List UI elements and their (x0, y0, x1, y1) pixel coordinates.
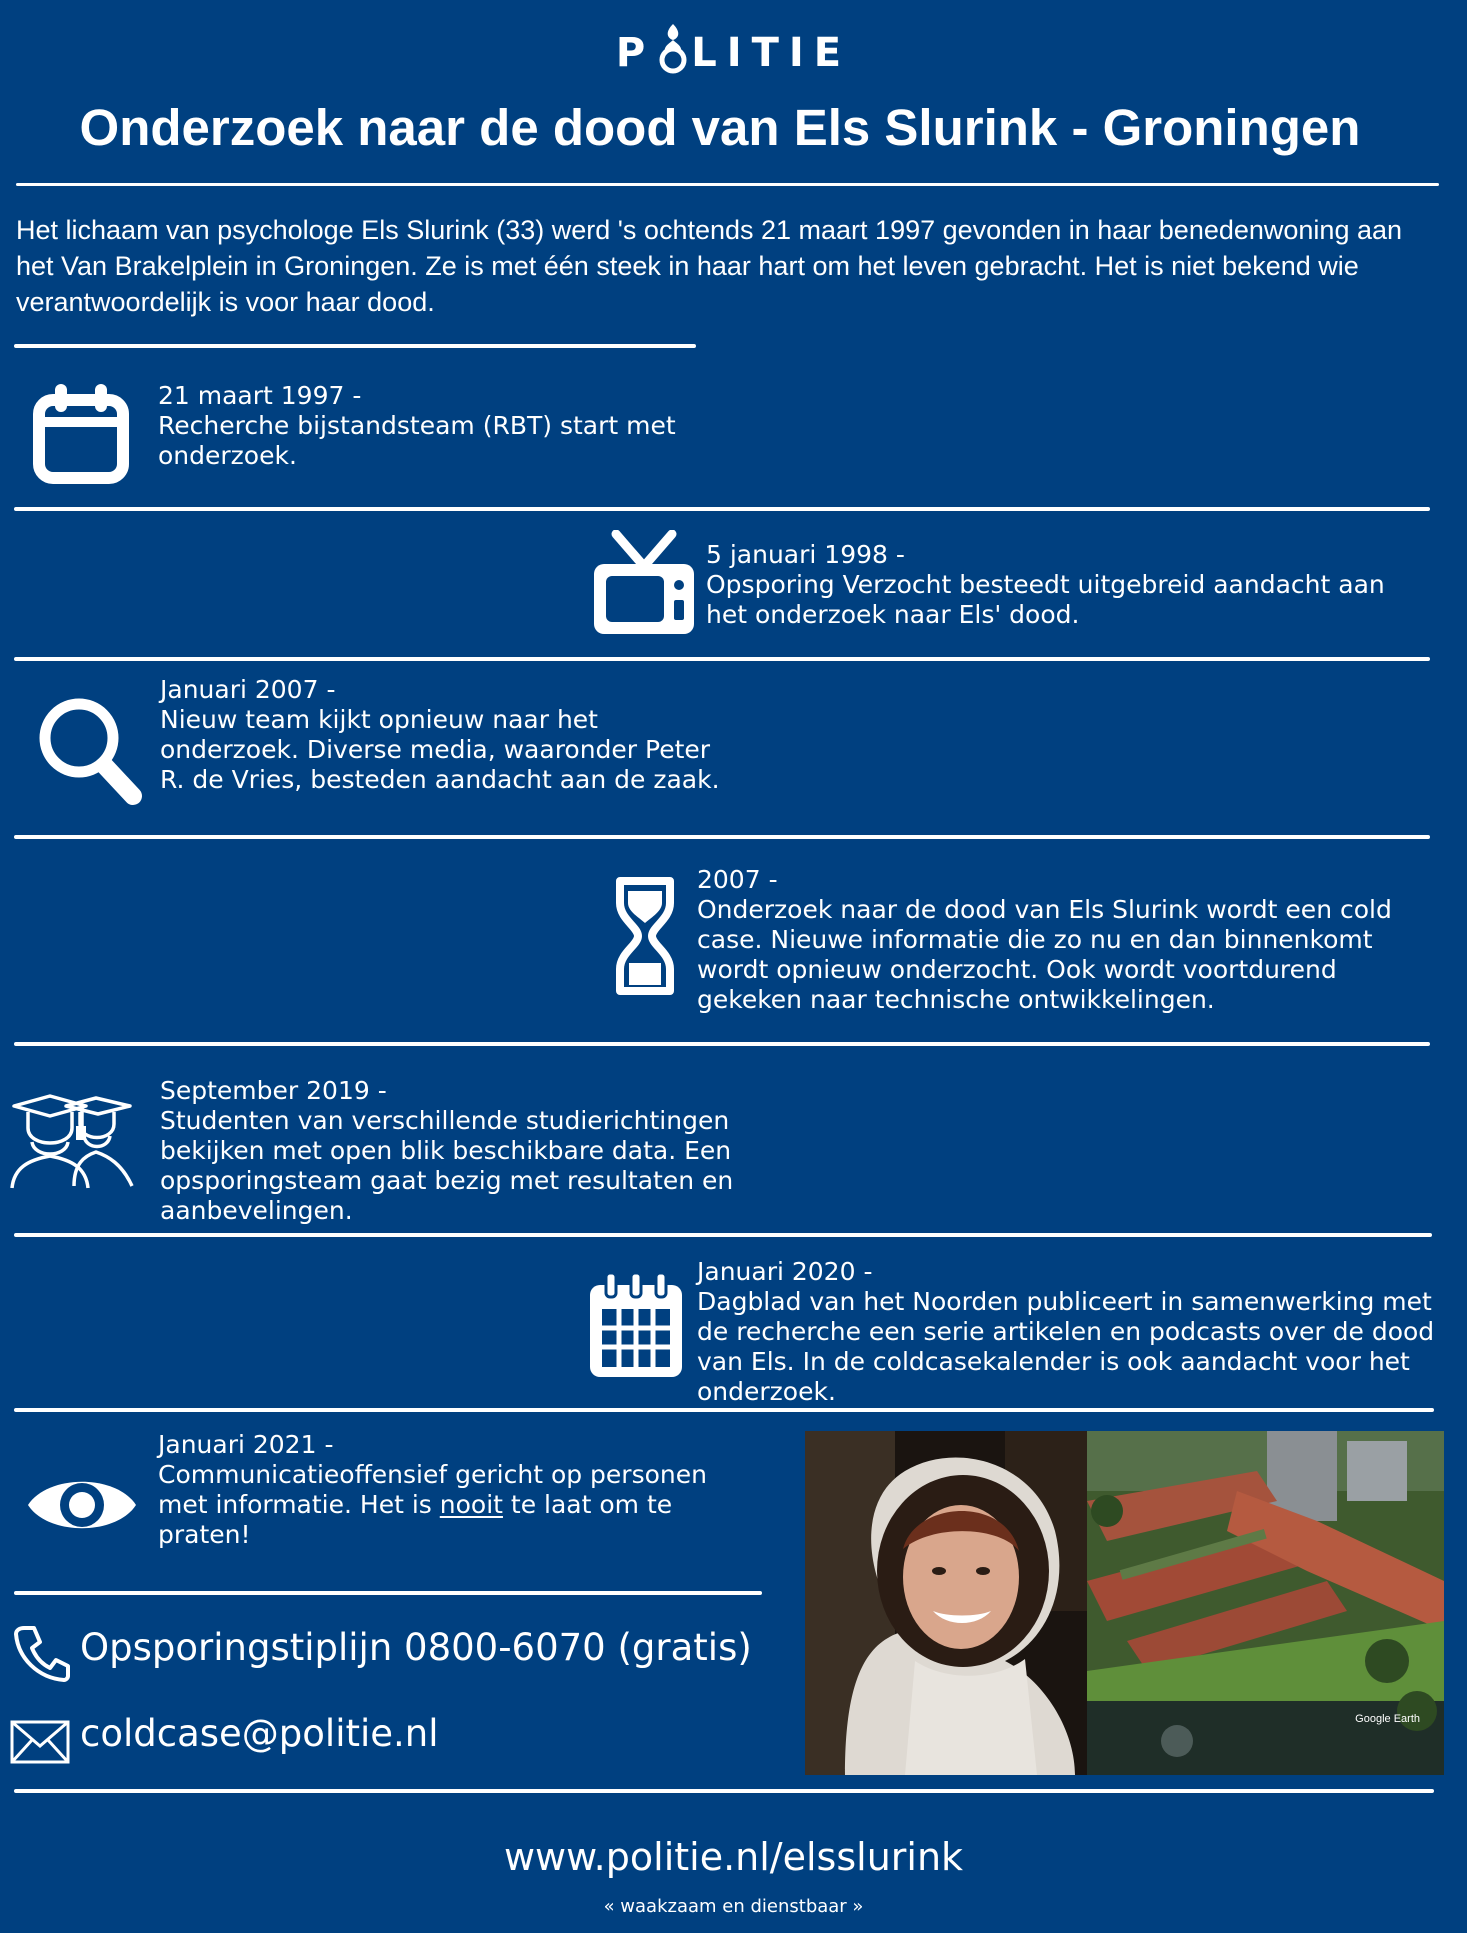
email-link[interactable]: coldcase@politie.nl (80, 1712, 439, 1755)
calendar-icon (33, 382, 129, 484)
event-text: Recherche bijstandsteam (RBT) start met onderzoek. (158, 411, 676, 470)
hourglass-icon (612, 877, 678, 995)
event-date: Januari 2007 - (160, 675, 336, 704)
aerial-photo (1087, 1431, 1444, 1775)
event-text-start: Communicatieoffensief gericht op personen met informatie. Het is (158, 1460, 707, 1519)
event-date: 5 januari 1998 - (706, 540, 905, 569)
timeline-event (158, 381, 718, 471)
event-text: Dagblad van het Noorden publiceert in samenwerking met de recherche een serie artikelen en podcasts over de dood van Els. In de coldcasekalender is ook aandacht voor het onderzoek. (697, 1287, 1435, 1406)
tv-icon (590, 530, 698, 638)
police-emblem-icon (655, 22, 691, 76)
divider (14, 835, 1430, 839)
timeline-event (160, 1076, 760, 1226)
divider (14, 1789, 1434, 1793)
google-earth-credit: Google Earth (1355, 1713, 1420, 1725)
politie-logo: P LITIE (0, 22, 1467, 76)
eye-icon (26, 1470, 138, 1540)
timeline-event (160, 675, 720, 795)
tipline-text: Opsporingstiplijn 0800-6070 (gratis) (80, 1626, 752, 1669)
portrait-photo (805, 1431, 1087, 1775)
event-date: Januari 2021 - (158, 1430, 334, 1459)
event-text: Onderzoek naar de dood van Els Slurink wordt een cold case. Nieuwe informatie die zo nu en dan binnenkomt wordt opnieuw onderzocht. Ook wordt voortdurend gekeken naar technische ontwikkelingen. (697, 895, 1392, 1014)
page-title: Onderzoek naar de dood van Els Slurink - Groningen (79, 99, 1361, 156)
event-text-end: te laat om te praten! (158, 1490, 673, 1549)
timeline-event (706, 540, 1426, 630)
timeline-event (158, 1430, 758, 1550)
event-text: Nieuw team kijkt opnieuw naar het onderzoek. Diverse media, waaronder Peter R. de Vries, besteden aandacht aan de zaak. (160, 705, 720, 794)
event-date: Januari 2020 - (697, 1257, 873, 1286)
mail-icon (10, 1720, 70, 1764)
timeline-event (697, 865, 1437, 1015)
motto: « waakzaam en dienstbaar » (603, 1896, 864, 1917)
divider (16, 183, 1439, 186)
divider (14, 1591, 762, 1595)
divider (14, 657, 1430, 661)
event-text: Opsporing Verzocht besteedt uitgebreid aandacht aan het onderzoek naar Els' dood. (706, 570, 1385, 629)
divider (14, 344, 696, 348)
divider (14, 1233, 1432, 1237)
divider (14, 1408, 1434, 1412)
divider (14, 1042, 1430, 1046)
calendar-grid-icon (586, 1271, 686, 1381)
timeline-event (697, 1257, 1447, 1407)
event-text: Studenten van verschillende studierichtingen bekijken met open blik beschikbare data. Een opsporingsteam gaat bezig met resultaten en aanbevelingen. (160, 1106, 734, 1225)
graduates-icon (10, 1090, 138, 1190)
event-date: September 2019 - (160, 1076, 387, 1105)
intro-text: Het lichaam van psychologe Els Slurink (33) werd 's ochtends 21 maart 1997 gevonden in haar benedenwoning aan het Van Brakelplein in Groningen. Ze is met één steek in haar hart om het leven gebracht. Het is niet bekend wie verantwoordelijk is voor haar dood. (16, 215, 1403, 317)
event-date: 2007 - (697, 865, 778, 894)
phone-icon (14, 1624, 70, 1682)
event-text-emphasis: nooit (439, 1490, 503, 1519)
magnifier-icon (35, 694, 145, 808)
divider (14, 507, 1430, 511)
website-link[interactable]: www.politie.nl/elsslurink (503, 1835, 964, 1879)
event-date: 21 maart 1997 - (158, 381, 362, 410)
